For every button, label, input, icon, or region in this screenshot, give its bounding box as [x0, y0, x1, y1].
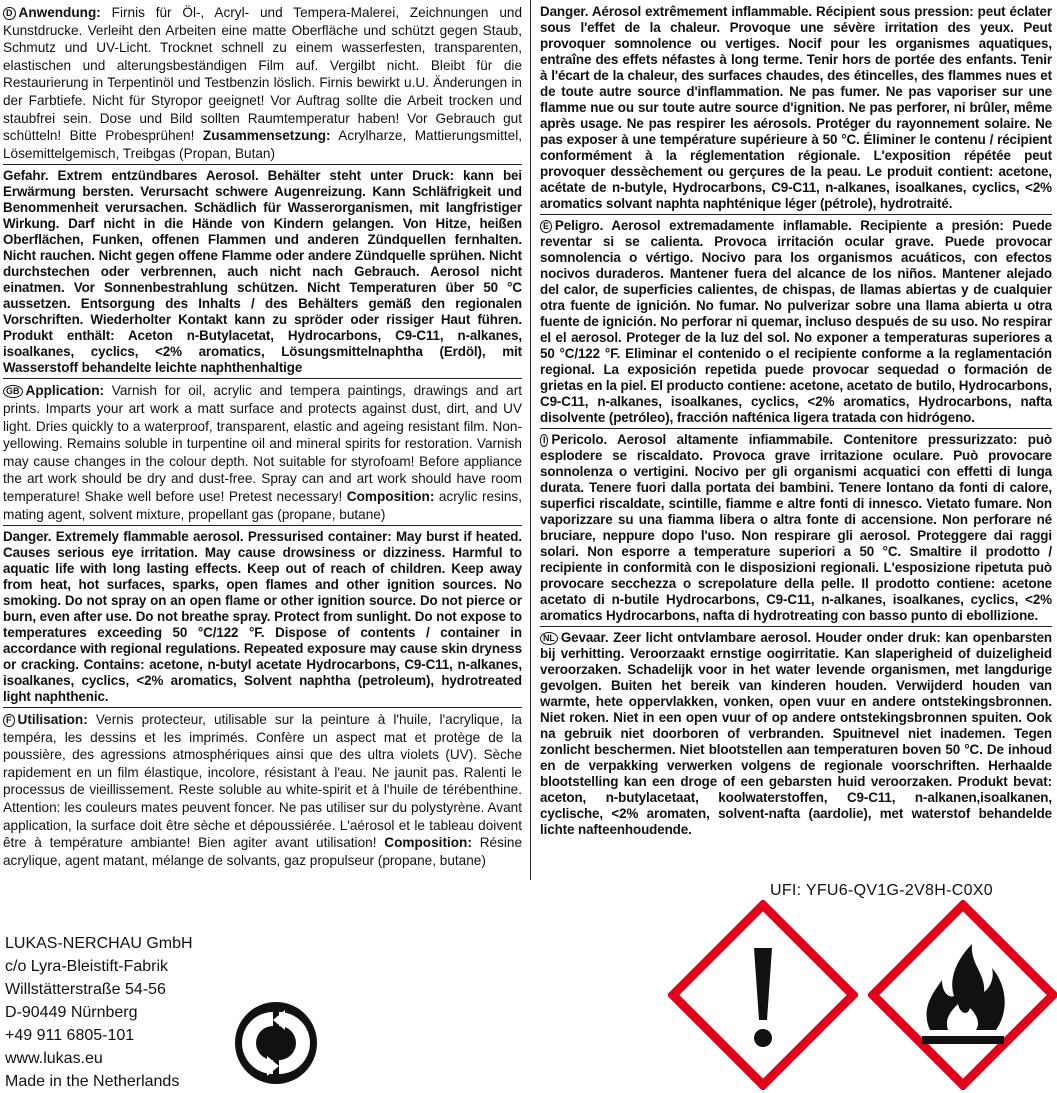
- column-divider: [530, 0, 531, 880]
- company-website: www.lukas.eu: [5, 1050, 103, 1067]
- de-composition-text: Acrylharze, Mattierungsmittel, Lösemittelgemisch, Treibgas (Propan, Butan): [3, 128, 522, 161]
- fr-hazard-section: [540, 4, 1052, 215]
- gb-application-section: [3, 382, 522, 526]
- it-hazard-section: [540, 432, 1052, 627]
- gb-application-label: Application:: [25, 383, 105, 399]
- company-street: Willstätterstraße 54-56: [5, 981, 166, 998]
- country-badge-nl: NL: [540, 632, 558, 645]
- fr-hazard-text: Danger. Aérosol extrêmement inflammable. Récipient sous pression: peut éclater sous l'effet de la chaleur. Provoque une sévère irritation des yeux. Peut provoquer somnolence ou vertiges. Nocif pour les organismes aquatiques, entraîne des effets néfastes à long terme. Tenir hors de portée des enfants. Tenir à l'écart de la chaleur, des surfaces chaudes, des étincelles, des flammes nues et de toute autre source d'inflammation. Ne pas fumer. Ne pas vaporiser sur une flamme nue ou sur toute autre source d'ignition. Ne pas perforer, ni brûler, même après usage. Ne pas respirer les aérosols. Protéger du rayonnement solaire. Ne pas exposer à une température supérieure à 50 °C. Éliminer le contenu / récipient conformément à la réglementation régionale. L'exposition répétée peut provoquer dessèchement ou gerçures de la peau. Le produit contient: acetone, acétate de n-butyle, Hydrocarbons, C9-C11, n-alkanes, isoalkanes, cyclics, <2% aromatics solvant naphta naphténique léger (pétrole), hydrotraité.: [540, 4, 1052, 211]
- gb-hazard-section: [3, 529, 522, 708]
- fr-application-section: [3, 711, 522, 871]
- made-in: Made in the Netherlands: [5, 1073, 180, 1090]
- company-phone: +49 911 6805-101: [5, 1027, 135, 1044]
- country-badge-de: D: [3, 7, 16, 20]
- de-hazard-section: [3, 168, 522, 379]
- de-application-text: Firnis für Öl-, Acryl- und Tempera-Malerei, Zeichnungen und Kunstdrucke. Verleiht den Arbeiten eine matte Oberfläche und schützt gegen Staub, Schmutz und UV-Licht. Trocknet schnell zu einem wasserfesten, transparenten, elastischen und alterungsbeständigen Film auf. Vergilbt nicht. Bleibt für die Restaurierung in Terpentinöl und Testbenzin löslich. Firnis bewirkt u.U. Änderungen in der Farbtiefe. Nicht für Styropor geeignet! Vor Auftrag sollte die Arbeit trocken und staubfrei sein. Dose und Bild sollten Raumtemperatur haben! Vor Gebrauch gut schütteln! Bitte Probesprühen!: [3, 5, 522, 144]
- de-hazard-text: Gefahr. Extrem entzündbares Aerosol. Behälter steht unter Druck: kann bei Erwärmung bersten. Verursacht schwere Augenreizung. Kann Schläfrigkeit und Benommenheit verursachen. Schädlich für Wasserorganismen, mit langfristiger Wirkung. Darf nicht in die Hände von Kindern gelangen. Von Hitze, heißen Oberflächen, Funken, offenen Flammen und anderen Zündquellen fernhalten. Nicht rauchen. Nicht gegen offene Flamme oder andere Zündquelle sprühen. Nicht durchstechen oder verbrennen, auch nicht nach Gebrauch. Aerosol nicht einatmen. Vor Sonnenbestrahlung schützen. Nicht Temperaturen über 50 °C aussetzen. Entsorgung des Inhalts / des Behälters gemäß den regionalen Vorschriften. Wiederholter Kontakt kann zu spröder oder rissiger Haut führen. Produkt enthält: Aceton n-Butylacetat, Hydrocarbons, C9-C11, n-alkanes, isoalkanes, cyclics, <2% aromatics, Lösungsmittelnaphtha (Erdöl), mit Wasserstoff behandelte leichte naphthenhaltige: [3, 168, 522, 376]
- company-name: LUKAS-NERCHAU GmbH: [5, 935, 193, 952]
- fr-application-label: Utilisation:: [17, 712, 88, 728]
- company-city: D-90449 Nürnberg: [5, 1004, 138, 1021]
- fr-composition-label: Composition:: [384, 835, 472, 851]
- company-co: c/o Lyra-Bleistift-Fabrik: [5, 958, 168, 975]
- fr-application-text: Vernis protecteur, utilisable sur la peinture à l'huile, l'acrylique, la tempéra, les dessins et les imprimés. Confère un aspect mat et protège de la poussière, des agressions atmosphériques ainsi que des ultra violets (UV). Sèche rapidement en un film élastique, incolore, résistant à l'eau. Ne jaunit pas. Ralenti le processus de vieillissement. Reste soluble au white-spirit et à l'huile de térébenthine. Attention: les couleurs mates peuvent foncer. Ne pas utiliser sur du polystyrène. Avant application, la surface doit être sèche et dépoussiérée. L'aérosol et le tableau doivent être à température ambiante! Bien agiter avant utilisation!: [3, 712, 522, 851]
- es-hazard-section: [540, 218, 1052, 429]
- fr-composition-text: Résine acrylique, agent matant, mélange de solvants, gaz propulseur (propane, butane): [3, 835, 523, 868]
- gb-composition-label: Composition:: [346, 488, 435, 504]
- nl-hazard-text: Gevaar. Zeer licht ontvlambare aerosol. Houder onder druk: kan openbarsten bij verhitting. Veroorzaakt ernstige oogirritatie. Kan slaperigheid of duizeligheid veroorzaken. Schadelijk voor in het water levende organismen, met langdurige gevolgen. Buiten het bereik van kinderen houden. Verwijderd houden van warmte, hete oppervlakken, vonken, open vuur en andere ontstekingsbronnen. Niet roken. Niet in een open vuur of op andere ontstekingsbronnen spuiten. Ook na gebruik niet doorboren of verbranden. Spuitnevel niet inademen. Tegen zonlicht beschermen. Niet blootstellen aan temperaturen boven 50 °C. De inhoud en de verpakking verwerken volgens de regionale voorschriften. Herhaalde blootstelling kan een droge of een gebarsten huid veroorzaken. Produkt bevat: aceton, n-butylacetaat, koolwaterstoffen, C9-C11, n-alkanen,isoalkanen, cyclische, <2% aromaten, solvent-nafta (aardolie), met waterstof behandelde lichte nafteenhoudende.: [540, 630, 1052, 837]
- ghs-exclamation-pictogram-icon: [668, 900, 858, 1090]
- de-composition-label: Zusammensetzung:: [202, 128, 331, 144]
- country-badge-es: E: [540, 220, 552, 233]
- green-dot-recycling-icon: [233, 1000, 319, 1086]
- es-hazard-text: Peligro. Aerosol extremadamente inflamable. Recipiente a presión: Puede reventar si se calienta. Provoca irritación ocular grave. Puede provocar somnolencia o vértigo. Nocivo para los organismos acuáticos, con efectos nocivos duraderos. Mantener fuera del alcance de los niños. Mantener alejado del calor, de superficies calientes, de chispas, de llamas abiertas y de cualquier otra fuente de ignición. No fumar. No pulverizar sobre una llama abierta u otra fuente de ignición. No perforar ni quemar, incluso después de su uso. No respirar el el aerosol. Proteger de la luz del sol. No exponer a temperaturas superiores a 50 °C/122 °F. Eliminar el contenido o el recipiente conforme a la reglamentación regional. La exposición repetida puede provocar sequedad o formación de grietas en la piel. El producto contiene: acetone, acetato de butilo, Hydrocarbons, C9-C11, n-alkanes, isoalkanes, cyclics, <2% aromatics, Hydrocarbons, nafta disolvente (petróleo), fracción nafténica ligera tratada con hidrógeno.: [540, 218, 1052, 425]
- gb-application-text: Varnish for oil, acrylic and tempera paintings, drawings and art prints. Imparts your art work a matt surface and protects against dust, dirt, and UV light. Dries quickly to a waterproof, transparent, elastic and ageing resistant film. Non-yellowing. Remains soluble in turpentine oil and mineral spirits for restoration. Varnish may cause changes in the colour depth. Not suitable for styrofoam! Before appliance the art work should be dry and dust-free. Spray can and art work should have room temperature! Shake well before use! Pretest necessary!: [3, 383, 522, 504]
- left-column: [3, 4, 522, 874]
- gb-composition-text: acrylic resins, mating agent, solvent mixture, propellant gas (propane, butane): [3, 488, 522, 522]
- country-badge-fr: F: [3, 714, 15, 727]
- country-badge-gb: GB: [3, 385, 23, 398]
- ufi-code: UFI: YFU6-QV1G-2V8H-C0X0: [770, 882, 993, 899]
- gb-hazard-text: Danger. Extremely flammable aerosol. Pressurised container: May burst if heated. Causes serious eye irritation. May cause drowsiness or dizziness. Harmful to aquatic life with long lasting effects. Keep out of reach of children. Keep away from heat, hot surfaces, sparks, open flames and other ignition sources. No smoking. Do not spray on an open flame or other ignition source. Do not pierce or burn, even after use. Do not breathe spray. Protect from sunlight. Do not expose to temperatures exceeding 50 °C/122 °F. Dispose of contents / container in accordance with regional regulations. Repeated exposure may cause skin dryness or cracking. Contains: acetone, n-butyl acetate Hydrocarbons, C9-C11, n-alkanes, isoalkanes, cyclics, <2% aromatics, Solvent naphtha (petroleum), hydrotreated light naphthenic.: [3, 529, 522, 705]
- de-application-section: [3, 4, 522, 165]
- country-badge-it: I: [540, 434, 548, 447]
- ghs-flame-pictogram-icon: [868, 900, 1057, 1090]
- company-address: [5, 932, 193, 1093]
- de-application-label: Anwendung:: [18, 5, 101, 20]
- nl-hazard-section: [540, 630, 1052, 840]
- it-hazard-text: Pericolo. Aerosol altamente infiammabile. Contenitore pressurizzato: può esplodere se riscaldato. Provoca grave irritazione oculare. Può provocare sonnolenza o vertigini. Nocivo per gli organismi acquatici con effetti di lunga durata. Tenere fuori dalla portata dei bambini. Tenere lontano da fonti di calore, superfici riscaldate, scintille, fiamme e altre fonti di innesco. Vietato fumare. Non vaporizzare su una fiamma libera o altra fonte di accensione. Non perforare né bruciare, neppure dopo l'uso. Non respirare gli aerosol. Proteggere dai raggi solari. Non esporre a temperature superiori a 50 °C. Smaltire il prodotto / recipiente in conformità con le disposizioni regionali. L'esposizione ripetuta può provocare secchezza o screpolature della pelle. Il prodotto contiene: acetone acetato di n-butile Hydrocarbons, C9-C11, n-alkanes, isoalkanes, cyclics, <2% aromatics Hydrocarbons, nafta di hydrotreating con basso punto di ebollizione.: [540, 432, 1052, 623]
- right-column: [540, 4, 1052, 843]
